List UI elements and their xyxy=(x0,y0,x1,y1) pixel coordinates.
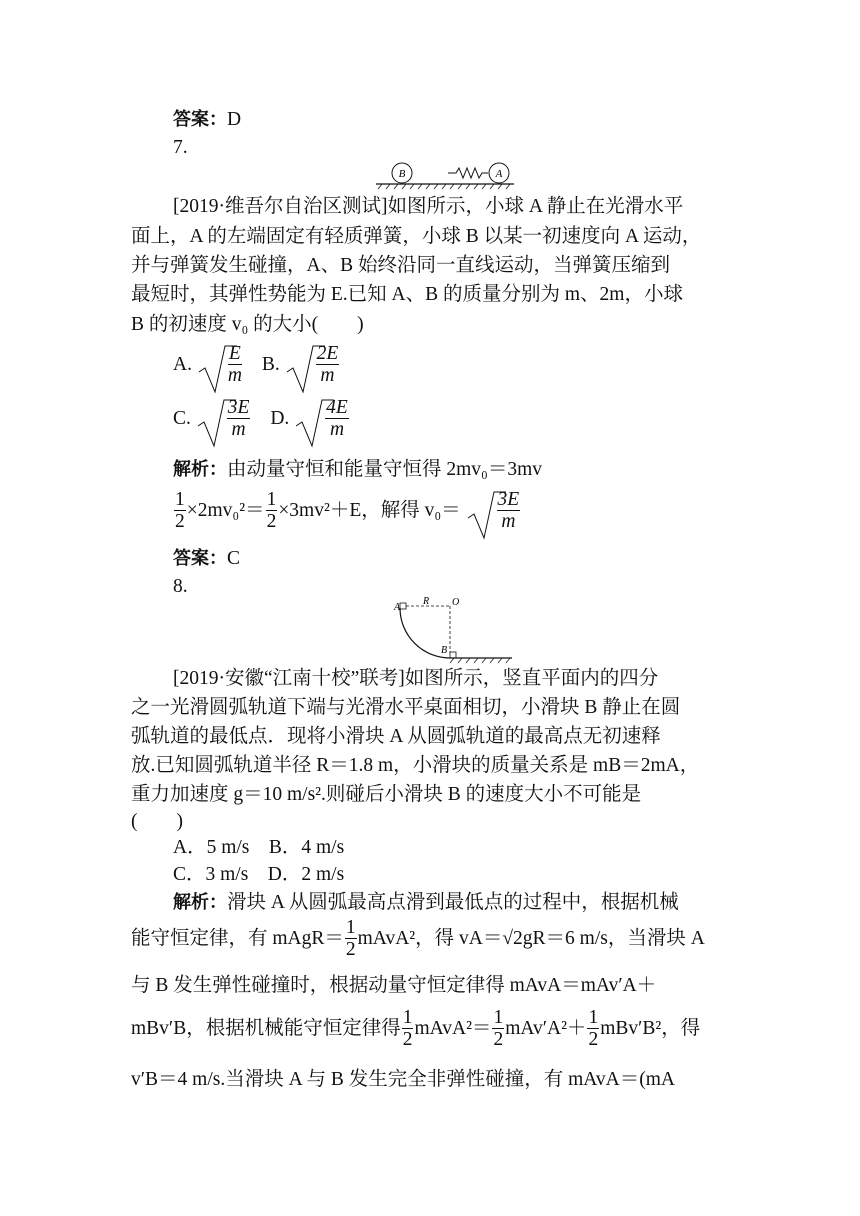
radical-icon xyxy=(294,398,334,448)
answer-label: 答案： xyxy=(173,109,227,130)
option-c-sqrt xyxy=(196,398,252,441)
q7-stem-line3: 并与弹簧发生碰撞，A、B 始终沿同一直线运动，当弹簧压缩到 xyxy=(131,255,670,276)
q7-options-cd xyxy=(173,398,739,448)
center-o-label: O xyxy=(452,597,460,608)
analysis-text: mAvA²＝ xyxy=(414,1017,492,1039)
analysis-label: 解析： xyxy=(173,459,227,480)
half-denominator: 2 xyxy=(345,939,356,960)
option-d-denominator: m xyxy=(329,419,345,440)
analysis-text: 能守恒定律，有 mAgR＝ xyxy=(131,927,344,949)
analysis-sqrt xyxy=(466,490,522,533)
q7-analysis-line2 xyxy=(173,490,739,540)
q7-stem-line5: B 的初速度 v₀ 的大小( ) xyxy=(131,314,364,335)
option-a-denominator: m xyxy=(227,365,242,386)
half-denominator: 2 xyxy=(402,1029,413,1050)
q7-number: 7. xyxy=(173,137,188,158)
q7-answer xyxy=(173,545,739,573)
q8-stem-line5: 重力加速度 g＝10 m/s².则碰后小滑块 B 的速度大小不可能是 xyxy=(131,784,642,805)
analysis-text: mBv′B，根据机械能守恒定律得 xyxy=(131,1017,401,1039)
half-denominator: 2 xyxy=(266,511,277,532)
answer-value: C xyxy=(227,548,241,569)
option-a-numerator: E xyxy=(228,343,241,364)
q7-options-ab xyxy=(173,344,739,394)
option-d-prefix: D. xyxy=(270,407,290,429)
radical-icon xyxy=(285,344,325,394)
analysis-text: 滑块 A 从圆弧最高点滑到最低点的过程中，根据机械 xyxy=(227,892,679,913)
ball-a-label: A xyxy=(495,168,503,180)
option-c-denominator: m xyxy=(231,419,246,440)
analysis-text: mAvA²，得 vA＝√2gR＝6 m/s，当滑块 A xyxy=(357,927,705,949)
analysis-text: 由动量守恒和能量守恒得 2mv₀＝3mv xyxy=(227,459,543,480)
q7-stem-line2: 面上，A 的左端固定有轻质弹簧，小球 B 以某一初速度向 A 运动， xyxy=(131,226,702,247)
half-numerator: 1 xyxy=(266,489,277,510)
analysis-text: ×3mv²＋E，解得 v₀＝ xyxy=(278,499,461,521)
sqrt-numerator: 3E xyxy=(497,489,520,510)
q8-stem-line1: [2019·安徽“江南十校”联考]如图所示，竖直平面内的四分 xyxy=(173,668,659,689)
q8-analysis-line2 xyxy=(131,918,739,968)
radius-label: R xyxy=(423,596,430,607)
half-denominator: 2 xyxy=(175,511,185,532)
option-c-prefix: C. xyxy=(173,407,191,429)
analysis-text: ×2mv₀²＝ xyxy=(186,499,265,521)
q8-analysis-line1 xyxy=(173,889,739,917)
option-b-sqrt xyxy=(285,344,341,387)
q8-options-line2: C．3 m/s D．2 m/s xyxy=(173,864,345,885)
half-numerator: 1 xyxy=(345,917,356,938)
option-c-numerator: 3E xyxy=(227,397,250,418)
option-b-denominator: m xyxy=(320,365,335,386)
half-numerator: 1 xyxy=(493,1007,504,1028)
q7-stem-line4: 最短时，其弹性势能为 E.已知 A、B 的质量分别为 m、2m，小球 xyxy=(131,284,683,305)
option-a-sqrt xyxy=(197,344,243,387)
answer-label: 答案： xyxy=(173,548,227,569)
point-b-label: B xyxy=(441,645,448,656)
q7-stem-line1: [2019·维吾尔自治区测试]如图所示，小球 A 静止在光滑水平 xyxy=(173,196,684,217)
q8-number: 8. xyxy=(173,576,188,597)
option-b-prefix: B. xyxy=(261,353,280,375)
radical-icon xyxy=(466,490,506,540)
q8-analysis-line5: v′B＝4 m/s.当滑块 A 与 B 发生完全非弹性碰撞，有 mAvA＝(mA xyxy=(131,1069,675,1090)
q7-analysis-line1 xyxy=(173,456,739,484)
ball-b-label: B xyxy=(398,168,406,180)
q8-stem-line3: 弧轨道的最低点．现将小滑块 A 从圆弧轨道的最高点无初速释 xyxy=(131,726,661,747)
radical-icon xyxy=(197,344,237,394)
radical-icon xyxy=(196,398,236,448)
q8-options-line1: A．5 m/s B．4 m/s xyxy=(173,837,345,858)
q8-stem-line2: 之一光滑圆弧轨道下端与光滑水平桌面相切，小滑块 B 静止在圆 xyxy=(131,697,681,718)
q8-analysis-line4 xyxy=(131,1008,739,1058)
q8-arc-figure xyxy=(388,596,518,664)
q8-analysis-line3: 与 B 发生弹性碰撞时，根据动量守恒定律得 mAvA＝mAv′A＋ xyxy=(131,975,657,996)
half-numerator: 1 xyxy=(402,1007,413,1028)
half-numerator: 1 xyxy=(175,489,185,510)
half-numerator: 1 xyxy=(588,1007,599,1028)
q8-stem-line6: ( ) xyxy=(131,811,183,832)
sqrt-denominator: m xyxy=(501,511,516,532)
q8-stem-line4: 放.已知圆弧轨道半径 R＝1.8 m，小滑块的质量关系是 mB＝2mA， xyxy=(131,755,700,776)
analysis-label: 解析： xyxy=(173,892,227,913)
point-a-label: A xyxy=(394,602,401,613)
q7-spring-figure xyxy=(376,160,516,190)
analysis-text: mAv′A²＋ xyxy=(505,1017,587,1039)
answer-value: D xyxy=(227,109,242,130)
analysis-text: mBv′B²，得 xyxy=(600,1017,701,1039)
q6-answer xyxy=(173,106,739,134)
option-d-sqrt xyxy=(294,398,350,441)
option-b-numerator: 2E xyxy=(316,343,339,364)
half-denominator: 2 xyxy=(588,1029,599,1050)
option-a-prefix: A. xyxy=(173,353,192,375)
half-denominator: 2 xyxy=(493,1029,504,1050)
option-d-numerator: 4E xyxy=(326,397,348,418)
